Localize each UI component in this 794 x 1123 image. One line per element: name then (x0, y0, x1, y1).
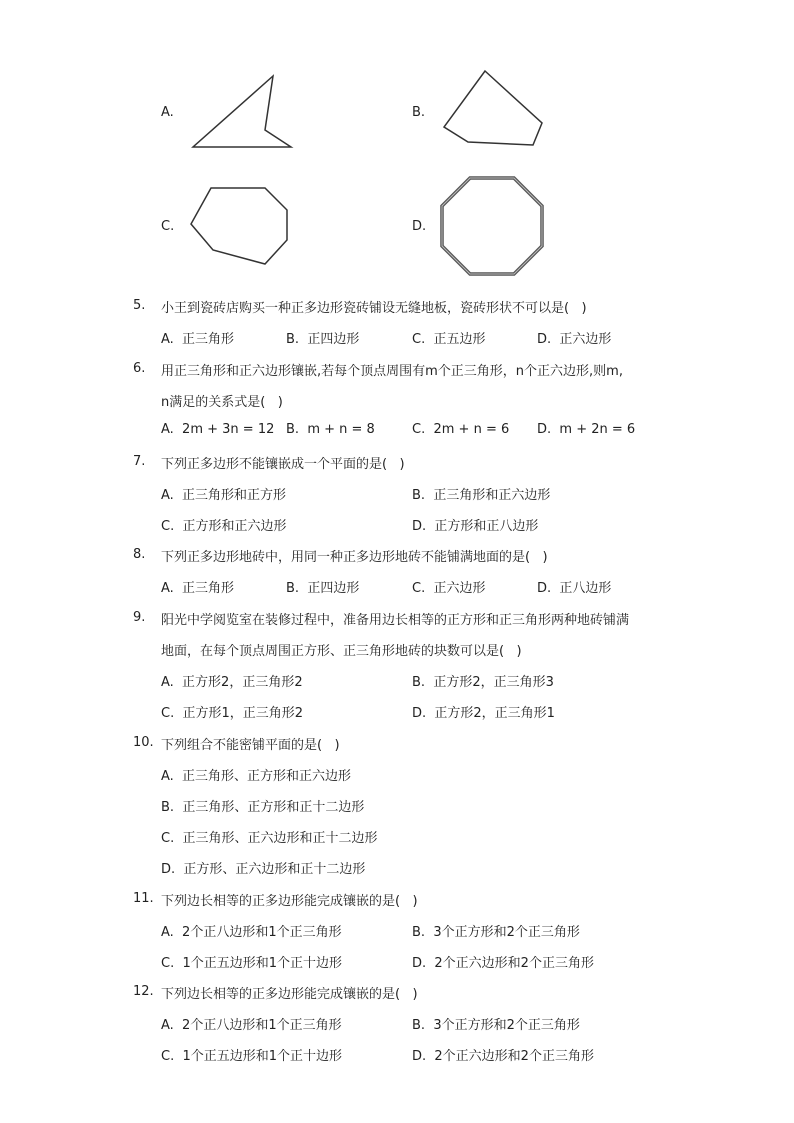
question-12-option-d[interactable]: D. 2个正六边形和2个正三角形 (412, 1049, 594, 1064)
question-9-option-d[interactable]: D. 正方形2，正三角形1 (412, 706, 555, 721)
question-6-option-a[interactable]: A. 2m + 3n = 12 (161, 422, 275, 437)
question-7-text: 下列正多边形不能镶嵌成一个平面的是( ) (161, 457, 405, 472)
question-9-option-a[interactable]: A. 正方形2，正三角形2 (161, 675, 303, 690)
question-7-option-b[interactable]: B. 正三角形和正六边形 (412, 488, 551, 503)
question-5-text: 小王到瓷砖店购买一种正多边形瓷砖铺设无缝地板，瓷砖形状不可以是( ) (161, 301, 587, 316)
question-12-option-b[interactable]: B. 3个正方形和2个正三角形 (412, 1018, 580, 1033)
question-5-option-a[interactable]: A. 正三角形 (161, 332, 235, 347)
question-9-text-line-2: 地面，在每个顶点周围正方形、正三角形地砖的块数可以是( ) (161, 644, 522, 659)
question-5-option-d[interactable]: D. 正六边形 (537, 332, 612, 347)
question-10-option-a[interactable]: A. 正三角形、正方形和正六边形 (161, 769, 352, 784)
question-10-option-c[interactable]: C. 正三角形、正六边形和正十二边形 (161, 831, 378, 846)
figure-option-c-label: C. (161, 219, 175, 234)
regular-octagon-figure (436, 172, 548, 280)
question-6-option-d[interactable]: D. m + 2n = 6 (537, 422, 636, 437)
question-8-option-c[interactable]: C. 正六边形 (412, 581, 486, 596)
question-9-option-c[interactable]: C. 正方形1，正三角形2 (161, 706, 304, 721)
question-11-number: 11. (133, 891, 154, 906)
question-9-number: 9. (133, 610, 146, 625)
question-8-option-a[interactable]: A. 正三角形 (161, 581, 235, 596)
question-10-text: 下列组合不能密铺平面的是( ) (161, 738, 340, 753)
question-7-number: 7. (133, 454, 146, 469)
question-6-text-line-1: 用正三角形和正六边形镶嵌,若每个顶点周围有m个正三角形，n个正六边形,则m, (161, 364, 623, 379)
question-12-number: 12. (133, 984, 154, 999)
question-5-option-b[interactable]: B. 正四边形 (286, 332, 360, 347)
question-11-option-a[interactable]: A. 2个正八边形和1个正三角形 (161, 925, 342, 940)
question-9-option-b[interactable]: B. 正方形2，正三角形3 (412, 675, 554, 690)
irregular-quadrilateral-figure (185, 70, 300, 155)
question-6-text-line-2: n满足的关系式是( ) (161, 395, 283, 410)
figure-option-d-label: D. (412, 219, 427, 234)
irregular-heptagon-figure (185, 182, 295, 272)
question-6-number: 6. (133, 361, 146, 376)
question-7-option-a[interactable]: A. 正三角形和正方形 (161, 488, 287, 503)
question-8-text: 下列正多边形地砖中，用同一种正多边形地砖不能铺满地面的是( ) (161, 550, 548, 565)
question-12-option-c[interactable]: C. 1个正五边形和1个正十边形 (161, 1049, 343, 1064)
question-5-number: 5. (133, 298, 146, 313)
question-11-option-c[interactable]: C. 1个正五边形和1个正十边形 (161, 956, 343, 971)
question-5-option-c[interactable]: C. 正五边形 (412, 332, 486, 347)
question-11-option-d[interactable]: D. 2个正六边形和2个正三角形 (412, 956, 594, 971)
question-6-option-b[interactable]: B. m + n = 8 (286, 422, 375, 437)
question-7-option-c[interactable]: C. 正方形和正六边形 (161, 519, 287, 534)
question-10-option-b[interactable]: B. 正三角形、正方形和正十二边形 (161, 800, 365, 815)
question-12-option-a[interactable]: A. 2个正八边形和1个正三角形 (161, 1018, 342, 1033)
question-11-option-b[interactable]: B. 3个正方形和2个正三角形 (412, 925, 580, 940)
figure-option-b-label: B. (412, 105, 426, 120)
question-11-text: 下列边长相等的正多边形能完成镶嵌的是( ) (161, 894, 418, 909)
question-8-number: 8. (133, 547, 146, 562)
question-10-option-d[interactable]: D. 正方形、正六边形和正十二边形 (161, 862, 366, 877)
question-8-option-d[interactable]: D. 正八边形 (537, 581, 612, 596)
question-7-option-d[interactable]: D. 正方形和正八边形 (412, 519, 539, 534)
figure-option-a-label: A. (161, 105, 174, 120)
question-9-text-line-1: 阳光中学阅览室在装修过程中，准备用边长相等的正方形和正三角形两种地砖铺满 (161, 613, 630, 628)
question-10-number: 10. (133, 735, 154, 750)
question-12-text: 下列边长相等的正多边形能完成镶嵌的是( ) (161, 987, 418, 1002)
question-8-option-b[interactable]: B. 正四边形 (286, 581, 360, 596)
irregular-pentagon-figure (438, 65, 548, 150)
question-6-option-c[interactable]: C. 2m + n = 6 (412, 422, 510, 437)
